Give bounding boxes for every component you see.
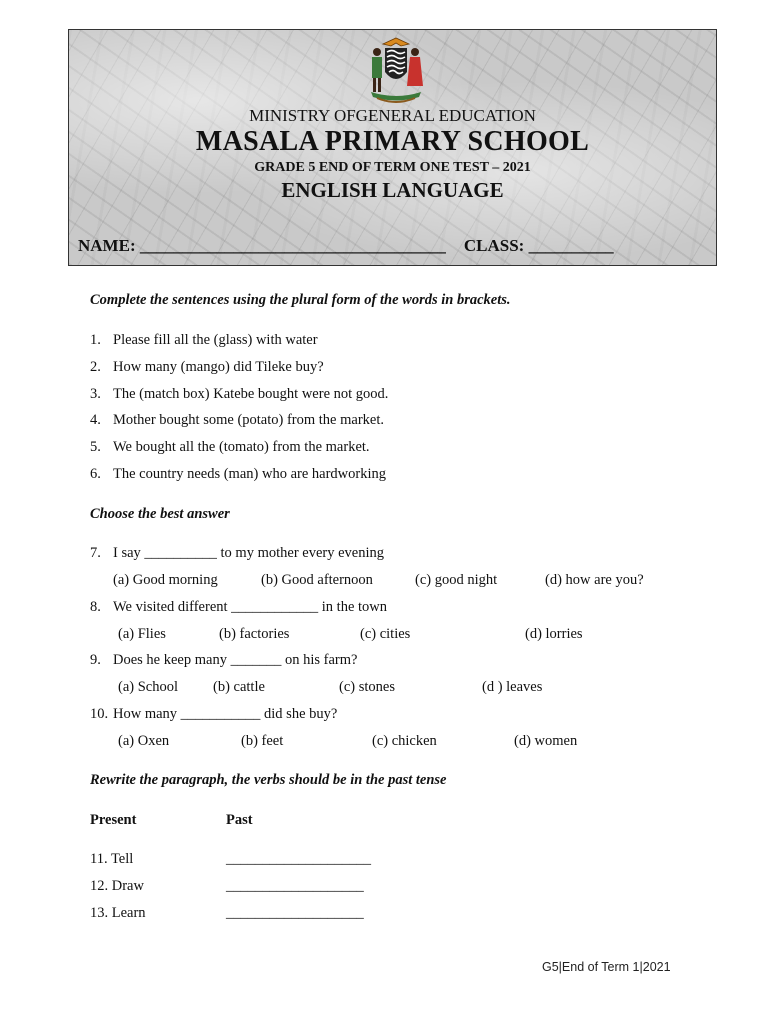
verb-row-13: 13. Learn: [90, 905, 146, 921]
option[interactable]: (b) cattle: [213, 679, 265, 695]
column-present: Present: [90, 812, 137, 828]
section1-instruction: Complete the sentences using the plural form of the words in brackets.: [90, 292, 511, 308]
option[interactable]: (a) Flies: [118, 626, 166, 642]
question-10: 10. How many ___________ did she buy?: [90, 706, 338, 722]
school-name: MASALA PRIMARY SCHOOL: [195, 126, 590, 157]
option[interactable]: (b) Good afternoon: [261, 572, 373, 588]
question-8: 8. We visited different ____________ in the town: [90, 599, 388, 615]
option[interactable]: (a) School: [118, 679, 178, 695]
option[interactable]: (a) Good morning: [113, 572, 218, 588]
test-title: GRADE 5 END OF TERM ONE TEST – 2021: [254, 160, 531, 175]
section2-instruction: Choose the best answer: [90, 506, 230, 522]
header-box: [68, 29, 717, 266]
verb-row-11: 11. Tell: [90, 851, 134, 867]
option[interactable]: (b) feet: [241, 733, 284, 749]
option[interactable]: (c) stones: [339, 679, 395, 695]
subject-title: ENGLISH LANGUAGE: [281, 178, 504, 202]
question-5: 5. We bought all the (tomato) from the market.: [90, 439, 370, 455]
answer-blank-12[interactable]: ___________________: [226, 878, 364, 894]
ministry-title: MINISTRY OFGENERAL EDUCATION: [249, 106, 536, 125]
option[interactable]: (d ) leaves: [482, 679, 543, 695]
option[interactable]: (b) factories: [219, 626, 290, 642]
option[interactable]: (c) good night: [415, 572, 498, 588]
question-3: 3. The (match box) Katebe bought were not good.: [90, 386, 389, 402]
question-7: 7. I say __________ to my mother every evening: [90, 545, 385, 561]
question-6: 6. The country needs (man) who are hardworking: [90, 466, 386, 482]
question-9: 9. Does he keep many _______ on his farm?: [90, 652, 358, 668]
column-past: Past: [226, 812, 253, 828]
option[interactable]: (d) lorries: [525, 626, 583, 642]
option[interactable]: (c) cities: [360, 626, 411, 642]
answer-blank-11[interactable]: ____________________: [226, 851, 371, 867]
verb-row-12: 12. Draw: [90, 878, 144, 894]
option[interactable]: (a) Oxen: [118, 733, 170, 749]
name-field[interactable]: NAME: ____________________________________: [78, 236, 446, 255]
section3-instruction: Rewrite the paragraph, the verbs should be in the past tense: [90, 772, 447, 788]
question-4: 4. Mother bought some (potato) from the market.: [90, 412, 385, 428]
page-footer: G5|End of Term 1|2021: [542, 960, 671, 974]
option[interactable]: (c) chicken: [372, 733, 437, 749]
name-class-row: [78, 236, 614, 256]
question-1: 1. Please fill all the (glass) with water: [90, 332, 318, 348]
question-2: 2. How many (mango) did Tileke buy?: [90, 359, 324, 375]
class-field[interactable]: CLASS: __________: [463, 236, 614, 255]
coat-of-arms-icon: [357, 34, 435, 108]
answer-blank-13[interactable]: ___________________: [226, 905, 364, 921]
option[interactable]: (d) how are you?: [545, 572, 644, 588]
option[interactable]: (d) women: [514, 733, 578, 749]
